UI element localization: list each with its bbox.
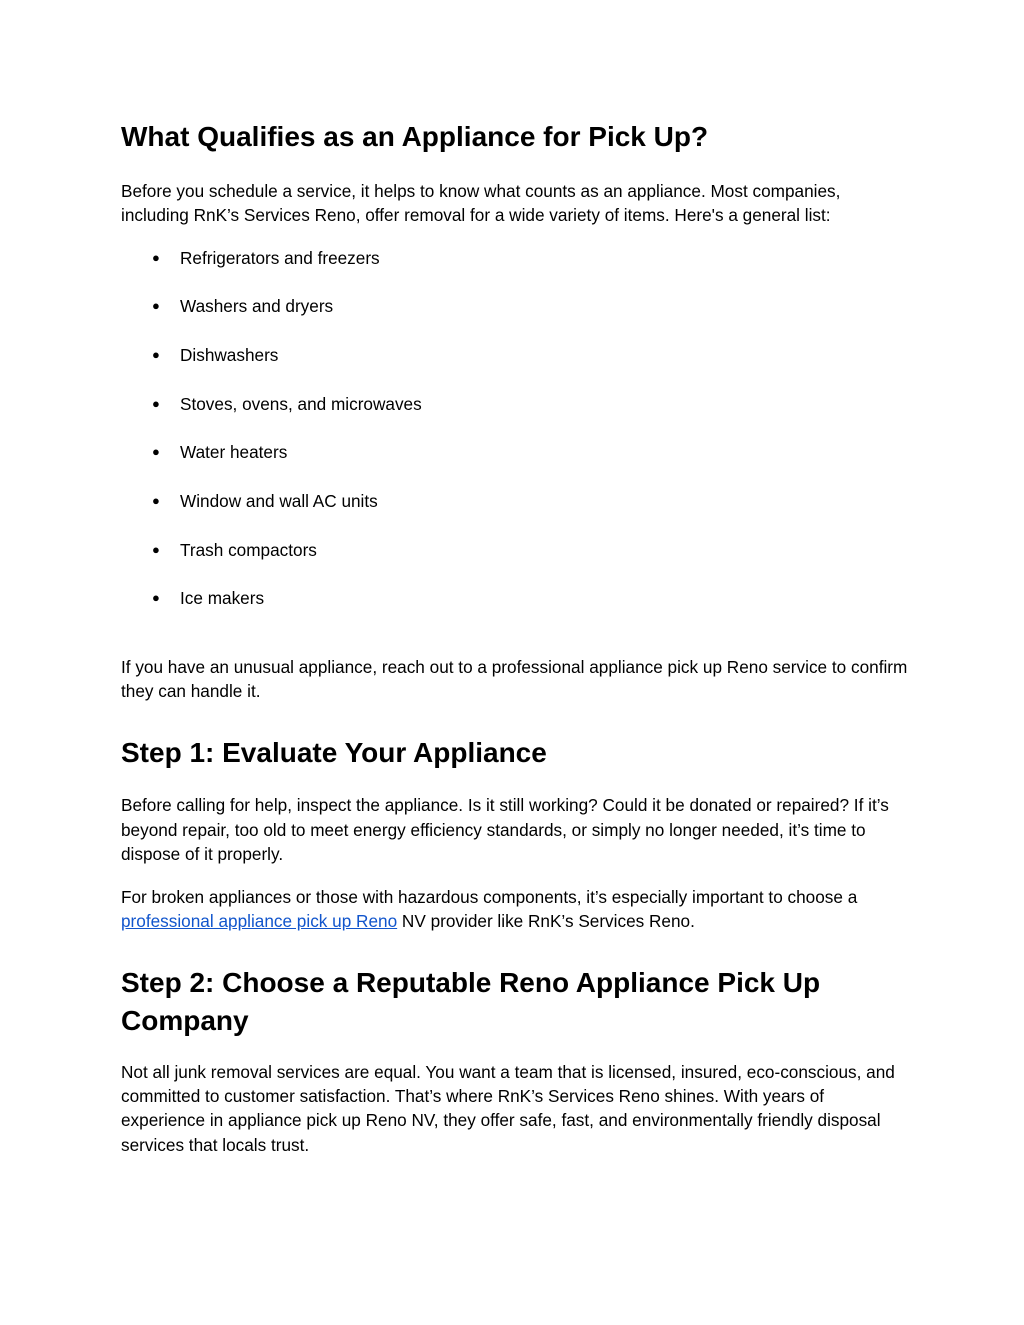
list-item-text: Ice makers: [180, 588, 265, 609]
bullet-icon: ●: [152, 590, 160, 606]
bullet-icon: ●: [152, 444, 160, 460]
list-item: [121, 246, 911, 270]
heading-step-1: Step 1: Evaluate Your Appliance: [121, 737, 547, 769]
paragraph-text-after-link: NV provider like RnK’s Services Reno.: [397, 911, 695, 932]
list-item-text: Stoves, ovens, and microwaves: [180, 393, 422, 414]
paragraph-intro: Before you schedule a service, it helps to know what counts as an appliance. Most companies, including RnK’s Services Reno, offer removal for a wide variety of items. Here's a general list:: [121, 181, 841, 226]
list-item: [121, 586, 911, 610]
document-body: [121, 118, 911, 1157]
bullet-icon: ●: [152, 395, 160, 411]
bullet-icon: ●: [152, 298, 160, 314]
list-item-text: Dishwashers: [180, 344, 279, 365]
list-item: [121, 538, 911, 562]
list-item: [121, 343, 911, 367]
list-item-text: Washers and dryers: [180, 296, 334, 317]
list-item: [121, 489, 911, 513]
heading-step-2: Step 2: Choose a Reputable Reno Appliance Pick Up Company: [121, 966, 821, 1036]
paragraph-step-2: Not all junk removal services are equal. You want a team that is licensed, insured, eco-conscious, and committed to customer satisfaction. That’s where RnK’s Services Reno shines. With years of experience in appliance pick up Reno NV, they offer safe, fast, and environmentally friendly disposal services that locals trust.: [121, 1061, 895, 1155]
list-item: [121, 440, 911, 464]
bullet-icon: ●: [152, 346, 160, 362]
list-item-text: Window and wall AC units: [180, 491, 378, 512]
bullet-icon: ●: [152, 493, 160, 509]
list-item: [121, 392, 911, 416]
paragraph-step-1-broken: [121, 885, 911, 934]
list-item: [121, 294, 911, 318]
paragraph-unusual-appliance: If you have an unusual appliance, reach out to a professional appliance pick up Reno service to confirm they can handle it.: [121, 656, 908, 701]
paragraph-text-before-link: For broken appliances or those with hazardous components, it’s especially important to choose a: [121, 887, 858, 908]
bullet-icon: ●: [152, 249, 160, 265]
bullet-icon: ●: [152, 541, 160, 557]
list-item-text: Trash compactors: [180, 539, 317, 560]
paragraph-step-1-evaluate: Before calling for help, inspect the appliance. Is it still working? Could it be donated or repaired? If it’s beyond repair, too old to meet energy efficiency standards, or simply no longer needed, it’s time to dispose of it properly.: [121, 795, 889, 864]
list-item-text: Refrigerators and freezers: [180, 247, 380, 268]
appliance-list: [121, 246, 911, 611]
appliance-pick-up-link[interactable]: professional appliance pick up Reno: [121, 911, 398, 932]
heading-what-qualifies: What Qualifies as an Appliance for Pick Up?: [121, 121, 709, 152]
list-item-text: Water heaters: [180, 442, 288, 463]
